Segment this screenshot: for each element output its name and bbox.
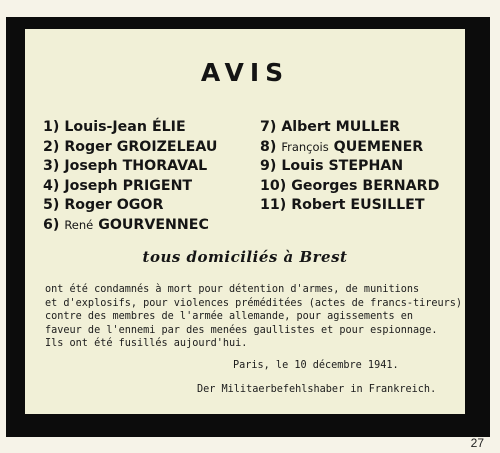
first-name: Roger	[64, 138, 112, 155]
name-entry	[260, 138, 439, 158]
first-name: Louis	[281, 158, 324, 175]
verdict-line: contre des membres de l'armée allemande, pour agissements en	[45, 311, 414, 323]
name-entry	[43, 196, 217, 216]
name-number: 8)	[260, 138, 277, 155]
verdict-line: faveur de l'ennemi par des menées gaullistes et pour espionnage.	[45, 324, 438, 336]
first-name: Robert	[291, 197, 346, 214]
name-number: 7)	[260, 119, 277, 135]
first-name: Albert	[281, 119, 331, 135]
last-name: GOURVENNEC	[98, 216, 209, 233]
name-entry	[260, 177, 439, 197]
names-column-left	[43, 118, 217, 236]
notice-poster	[25, 29, 465, 414]
first-name: Georges	[291, 177, 358, 194]
name-entry	[43, 177, 217, 197]
first-name: François	[281, 139, 329, 154]
name-number: 11)	[260, 197, 287, 214]
residence-line: tous domiciliés à Brest	[142, 248, 348, 266]
first-name: Joseph	[64, 158, 118, 175]
name-number: 2)	[43, 138, 60, 155]
poster-title: AVIS	[200, 58, 290, 87]
last-name: QUEMENER	[333, 138, 424, 155]
name-number: 1)	[43, 119, 60, 135]
name-entry	[260, 118, 439, 138]
first-name: Joseph	[64, 177, 118, 194]
last-name: GROIZELEAU	[116, 138, 218, 155]
name-entry	[43, 216, 217, 236]
name-number: 6)	[43, 216, 60, 233]
signature-line: Der Militaerbefehlshaber in Frankreich.	[197, 384, 437, 395]
verdict-line: et d'explosifs, pour violences préméditées (actes de francs-tireurs)	[45, 297, 463, 309]
name-number: 4)	[43, 177, 60, 194]
first-name: René	[64, 217, 94, 232]
name-entry	[43, 138, 217, 158]
last-name: MULLER	[335, 119, 401, 135]
verdict-line: ont été condamnés à mort pour détention d'armes, de munitions	[45, 284, 420, 295]
last-name: PRIGENT	[122, 177, 193, 194]
names-column-right	[260, 118, 439, 216]
name-number: 5)	[43, 197, 60, 214]
name-number: 10)	[260, 177, 287, 194]
last-name: BERNARD	[362, 177, 440, 194]
last-name: STEPHAN	[328, 158, 404, 175]
last-name: OGOR	[116, 197, 164, 214]
page-number: 27	[470, 436, 484, 450]
place-and-date: Paris, le 10 décembre 1941.	[233, 360, 399, 371]
name-entry	[260, 157, 439, 177]
verdict-line: Ils ont été fusillés aujourd'hui.	[45, 338, 248, 350]
verdict-text	[45, 283, 463, 351]
name-number: 9)	[260, 158, 277, 175]
name-entry	[43, 157, 217, 177]
last-name: THORAVAL	[122, 158, 208, 175]
name-entry	[260, 196, 439, 216]
last-name: EUSILLET	[350, 197, 425, 214]
first-name: Louis-Jean	[64, 119, 147, 135]
last-name: ÉLIE	[151, 119, 186, 135]
name-number: 3)	[43, 158, 60, 175]
first-name: Roger	[64, 197, 112, 214]
name-entry	[43, 118, 217, 138]
